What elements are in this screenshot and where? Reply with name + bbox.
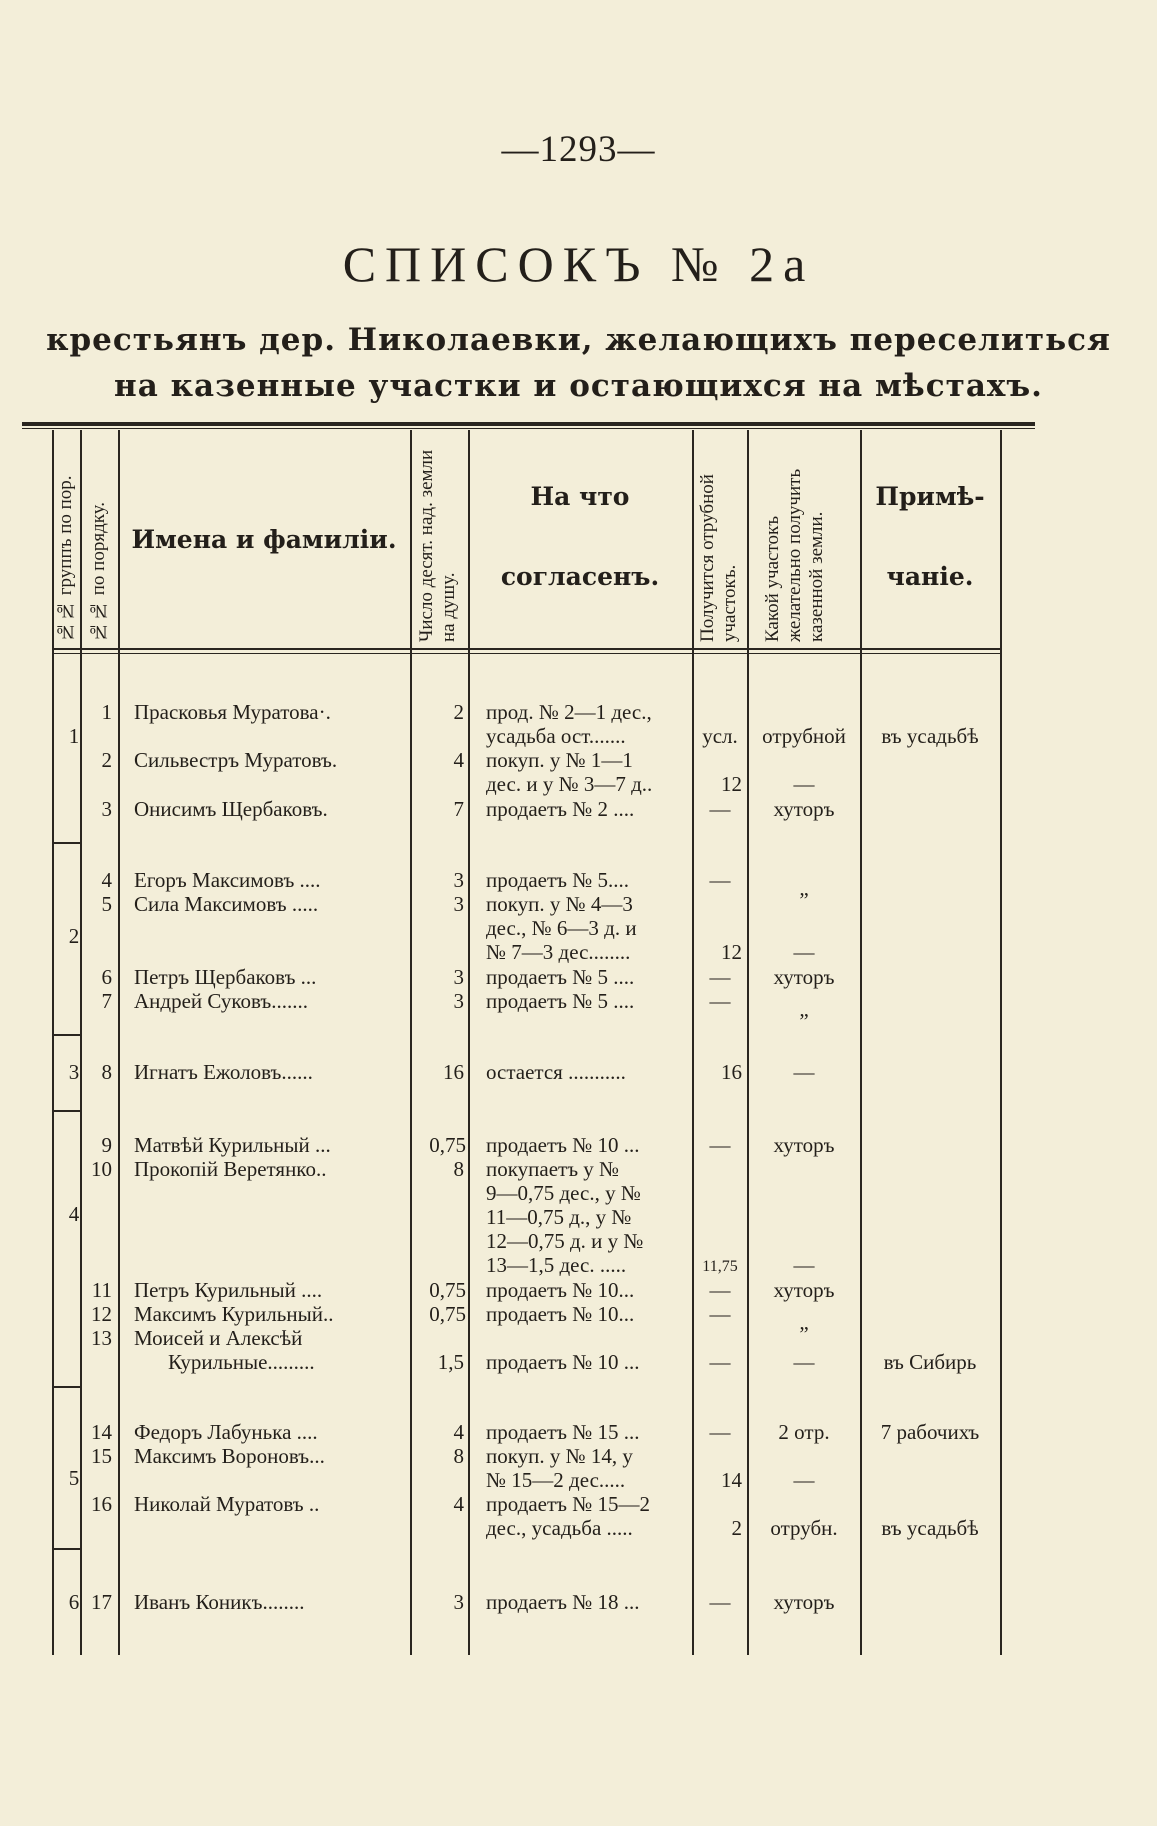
row-no: 15: [91, 1444, 112, 1468]
row-name: Андрей Суковъ.......: [134, 989, 309, 1013]
header-land: Число десят. над. земли на душу.: [416, 449, 459, 642]
header-bottom-line: [52, 648, 1002, 650]
row-desired: „: [799, 1310, 809, 1334]
row-desired: хуторъ: [773, 1590, 835, 1614]
group-separator: [52, 1034, 80, 1036]
row-desired: „: [799, 997, 809, 1021]
row-no: 1: [101, 700, 112, 724]
row-name: Сильвестръ Муратовъ.: [134, 748, 338, 772]
row-no: 10: [91, 1157, 112, 1181]
col-line: [860, 430, 862, 1655]
row-land: 1,5: [437, 1350, 464, 1374]
row-agree: продаетъ № 5....: [486, 868, 630, 892]
row-agree: продаетъ № 10...: [486, 1302, 635, 1326]
row-name: Петръ Курильный ....: [134, 1278, 323, 1302]
row-agree: дес. и у № 3—7 д..: [486, 772, 653, 796]
col-line: [52, 430, 54, 1655]
row-no: 17: [91, 1590, 112, 1614]
row-land: 3: [453, 1590, 464, 1614]
row-agree: продаетъ № 2 ....: [486, 797, 635, 821]
header-cut: Получится отрубной участокъ.: [697, 474, 740, 642]
row-cut: —: [709, 989, 731, 1013]
row-name: Максимъ Вороновъ...: [134, 1444, 325, 1468]
row-land: 3: [453, 989, 464, 1013]
row-cut: —: [709, 1302, 731, 1326]
row-no: 7: [101, 989, 112, 1013]
row-agree: продаетъ № 15 ...: [486, 1420, 640, 1444]
row-land: 3: [453, 868, 464, 892]
row-agree: покупаетъ у №: [486, 1157, 620, 1181]
row-land: 0,75: [429, 1302, 466, 1326]
row-name: Матвѣй Курильный ...: [134, 1133, 331, 1157]
row-agree: 11—0,75 д., у №: [486, 1205, 632, 1229]
row-desired: отрубн.: [770, 1516, 838, 1540]
row-agree: покуп. у № 1—1: [486, 748, 633, 772]
row-land: 4: [453, 1492, 464, 1516]
row-cut: —: [709, 797, 731, 821]
row-cut: —: [709, 1590, 731, 1614]
row-agree: прод. № 2—1 дес.,: [486, 700, 652, 724]
row-name: Прокопій Веретянко..: [134, 1157, 327, 1181]
group-separator: [52, 1548, 80, 1550]
row-cut: 11,75: [702, 1258, 738, 1275]
row-no: 5: [101, 892, 112, 916]
row-cut: —: [709, 1350, 731, 1374]
row-land: 8: [453, 1444, 464, 1468]
header-note-2: чаніе.: [886, 562, 974, 591]
row-land: 3: [453, 892, 464, 916]
row-name: Николай Муратовъ ..: [134, 1492, 320, 1516]
row-no: 11: [91, 1278, 112, 1302]
row-name: Максимъ Курильный..: [134, 1302, 334, 1326]
row-land: 8: [453, 1157, 464, 1181]
col-line: [1000, 430, 1002, 1655]
row-cut: 12: [721, 772, 742, 796]
header-order-no: №№ по порядку.: [88, 501, 109, 642]
row-desired: отрубной: [762, 724, 846, 748]
row-name: Сила Максимовъ .....: [134, 892, 319, 916]
row-cut: 14: [721, 1468, 742, 1492]
subtitle-line-1: крестьянъ дер. Николаевки, желающихъ переселиться: [46, 322, 1111, 358]
row-cut: —: [709, 965, 731, 989]
row-agree: продаетъ № 10 ...: [486, 1350, 640, 1374]
row-name: Прасковья Муратова·.: [134, 700, 331, 724]
row-agree: покуп. у № 14, у: [486, 1444, 633, 1468]
row-desired: —: [793, 1253, 815, 1277]
row-cut: —: [709, 868, 731, 892]
row-no: 16: [91, 1492, 112, 1516]
row-land: 16: [443, 1060, 464, 1084]
col-line: [410, 430, 412, 1655]
row-desired: „: [799, 876, 809, 900]
row-desired: —: [793, 772, 815, 796]
group-separator: [52, 842, 80, 844]
row-agree: продаетъ № 18 ...: [486, 1590, 640, 1614]
group-label: 6: [68, 1590, 80, 1614]
row-desired: хуторъ: [773, 797, 835, 821]
row-agree: продаетъ № 15—2: [486, 1492, 651, 1516]
row-note: въ усадьбѣ: [881, 724, 979, 748]
col-line: [118, 430, 120, 1655]
row-agree: усадьба ост.......: [486, 724, 626, 748]
row-desired: хуторъ: [773, 1133, 835, 1157]
row-note: въ усадьбѣ: [881, 1516, 979, 1540]
row-cut: 2: [731, 1516, 742, 1540]
header-desired: Какой участокъ желательно получить казенной земли.: [762, 468, 827, 642]
row-cut: 16: [721, 1060, 742, 1084]
row-agree: остается ...........: [486, 1060, 626, 1084]
row-agree: 12—0,75 д. и у №: [486, 1229, 644, 1253]
group-label: 5: [68, 1466, 80, 1490]
subtitle-line-2: на казенные участки и остающихся на мѣстахъ.: [114, 368, 1043, 404]
header-group-no: №№ группъ по пор.: [55, 475, 76, 642]
row-no: 6: [101, 965, 112, 989]
row-agree: продаетъ № 10...: [486, 1278, 635, 1302]
header-agree-1: На что: [530, 482, 630, 511]
header-note-1: Примѣ-: [875, 482, 985, 511]
row-agree: продаетъ № 5 ....: [486, 965, 635, 989]
row-no: 8: [101, 1060, 112, 1084]
row-desired: —: [793, 940, 815, 964]
row-desired: —: [793, 1350, 815, 1374]
group-label: 3: [68, 1060, 80, 1084]
header-names: Имена и фамиліи.: [131, 525, 397, 554]
row-land: 4: [453, 1420, 464, 1444]
page-number: —1293—: [501, 129, 656, 170]
group-label: 2: [68, 924, 80, 948]
row-no: 4: [101, 868, 112, 892]
row-no: 14: [91, 1420, 112, 1444]
row-desired: —: [793, 1468, 815, 1492]
row-agree: 13—1,5 дес. .....: [486, 1253, 627, 1277]
row-cut: —: [709, 1420, 731, 1444]
row-agree: продаетъ № 5 ....: [486, 989, 635, 1013]
group-separator: [52, 1386, 80, 1388]
row-agree: № 15—2 дес.....: [486, 1468, 626, 1492]
col-line: [468, 430, 470, 1655]
row-note: въ Сибирь: [883, 1350, 977, 1374]
row-cut: —: [709, 1278, 731, 1302]
row-name: Федоръ Лабунька ....: [134, 1420, 318, 1444]
row-note: 7 рабочихъ: [880, 1420, 980, 1444]
row-name: Иванъ Коникъ........: [134, 1590, 305, 1614]
row-name: Моисей и Алексѣй: [134, 1326, 303, 1350]
row-cut: —: [709, 1133, 731, 1157]
row-name: Петръ Щербаковъ ...: [134, 965, 317, 989]
row-agree: покуп. у № 4—3: [486, 892, 633, 916]
header-bottom-line-2: [52, 653, 1002, 654]
row-agree: № 7—3 дес........: [486, 940, 631, 964]
row-name: Егоръ Максимовъ ....: [134, 868, 321, 892]
row-agree: 9—0,75 дес., у №: [486, 1181, 641, 1205]
group-label: 4: [68, 1202, 80, 1226]
row-no: 2: [101, 748, 112, 772]
row-desired: —: [793, 1060, 815, 1084]
header-agree-2: согласенъ.: [500, 562, 660, 591]
row-no: 13: [91, 1326, 112, 1350]
page-title: СПИСОКЪ № 2а: [342, 236, 815, 292]
row-land: 0,75: [429, 1133, 466, 1157]
row-desired: хуторъ: [773, 965, 835, 989]
row-no: 12: [91, 1302, 112, 1326]
row-land: 0,75: [429, 1278, 466, 1302]
row-land: 2: [453, 700, 464, 724]
row-desired: хуторъ: [773, 1278, 835, 1302]
row-no: 9: [101, 1133, 112, 1157]
row-name: Курильные.........: [168, 1350, 315, 1374]
row-name: Онисимъ Щербаковъ.: [134, 797, 328, 821]
row-no: 3: [101, 797, 112, 821]
row-name: Игнатъ Ежоловъ......: [134, 1060, 313, 1084]
row-desired: 2 отр.: [778, 1420, 830, 1444]
row-agree: продаетъ № 10 ...: [486, 1133, 640, 1157]
row-land: 3: [453, 965, 464, 989]
row-agree: дес., № 6—3 д. и: [486, 916, 637, 940]
group-label: 1: [68, 724, 80, 748]
row-cut: 12: [721, 940, 742, 964]
row-land: 4: [453, 748, 464, 772]
row-agree: дес., усадьба .....: [486, 1516, 633, 1540]
group-separator: [52, 1110, 80, 1112]
row-cut: усл.: [702, 724, 738, 748]
row-land: 7: [453, 797, 464, 821]
